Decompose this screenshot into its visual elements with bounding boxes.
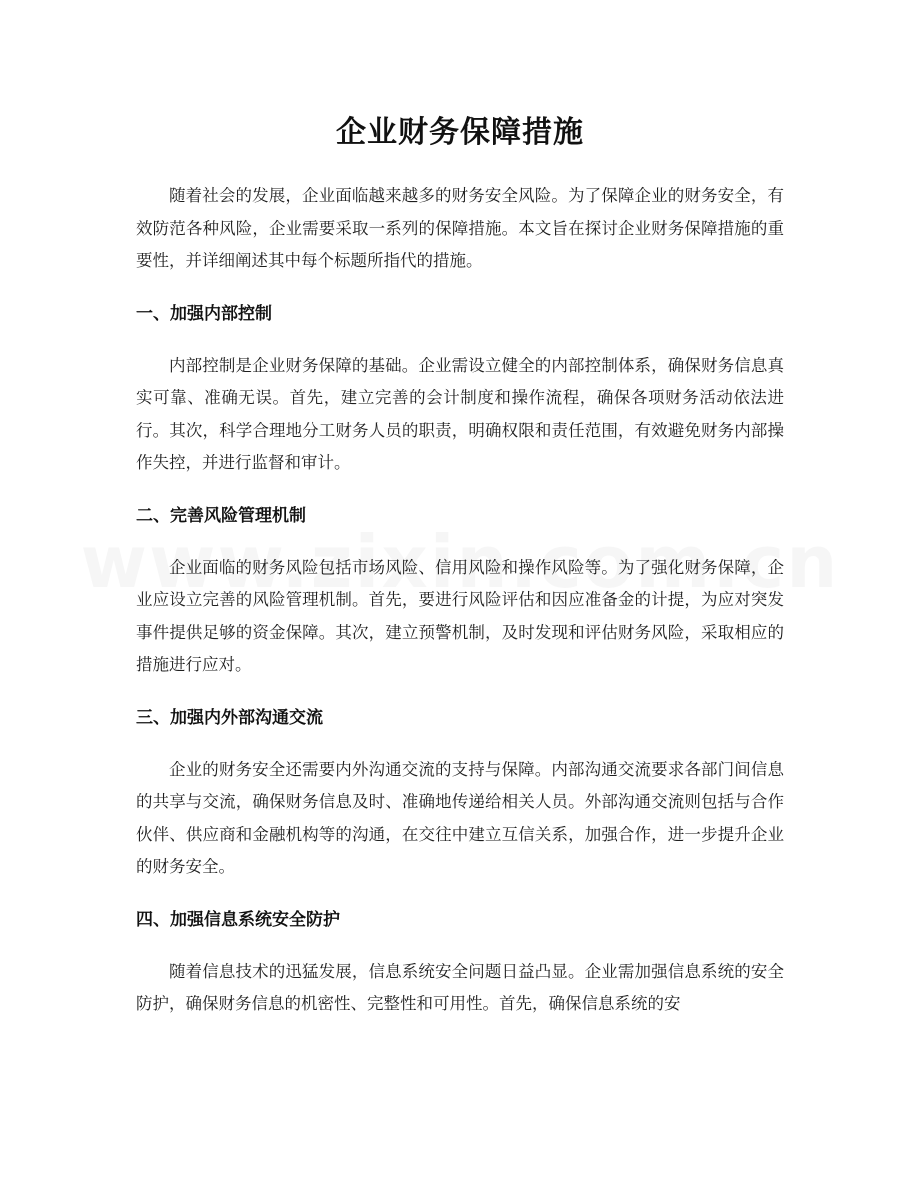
page-title: 企业财务保障措施 [336,115,584,150]
section-body-risk-management: 企业面临的财务风险包括市场风险、信用风险和操作风险等。为了强化财务保障，企业应设立完善的风险管理机制。首先，要进行风险评估和因应准备金的计提，为应对突发事件提供足够的资金保障。其次，建立预警机制，及时发现和评估财务风险，采取相应的措施进行应对。 [136,557,784,674]
section-body-internal-control: 内部控制是企业财务保障的基础。企业需设立健全的内部控制体系，确保财务信息真实可靠、准确无误。首先，建立完善的会计制度和操作流程，确保各项财务活动依法进行。其次，科学合理地分工财务人员的职责，明确权限和责任范围，有效避免财务内部操作失控，并进行监督和审计。 [136,355,784,472]
section-heading-internal-control: 一、加强内部控制 [136,303,272,324]
section-heading-risk-management: 二、完善风险管理机制 [136,505,306,526]
section-body-info-security: 随着信息技术的迅猛发展，信息系统安全问题日益凸显。企业需加强信息系统的安全防护，确保财务信息的机密性、完整性和可用性。首先，确保信息系统的安 [136,961,784,1013]
section-body-communication: 企业的财务安全还需要内外沟通交流的支持与保障。内部沟通交流要求各部门间信息的共享与交流，确保财务信息及时、准确地传递给相关人员。外部沟通交流则包括与合作伙伴、供应商和金融机构等的沟通，在交往中建立互信关系，加强合作，进一步提升企业的财务安全。 [136,759,784,876]
section-heading-info-security: 四、加强信息系统安全防护 [136,909,340,930]
section-heading-communication: 三、加强内外部沟通交流 [136,707,323,728]
intro-paragraph: 随着社会的发展，企业面临越来越多的财务安全风险。为了保障企业的财务安全，有效防范各种风险，企业需要采取一系列的保障措施。本文旨在探讨企业财务保障措施的重要性，并详细阐述其中每个标题所指代的措施。 [136,186,784,270]
